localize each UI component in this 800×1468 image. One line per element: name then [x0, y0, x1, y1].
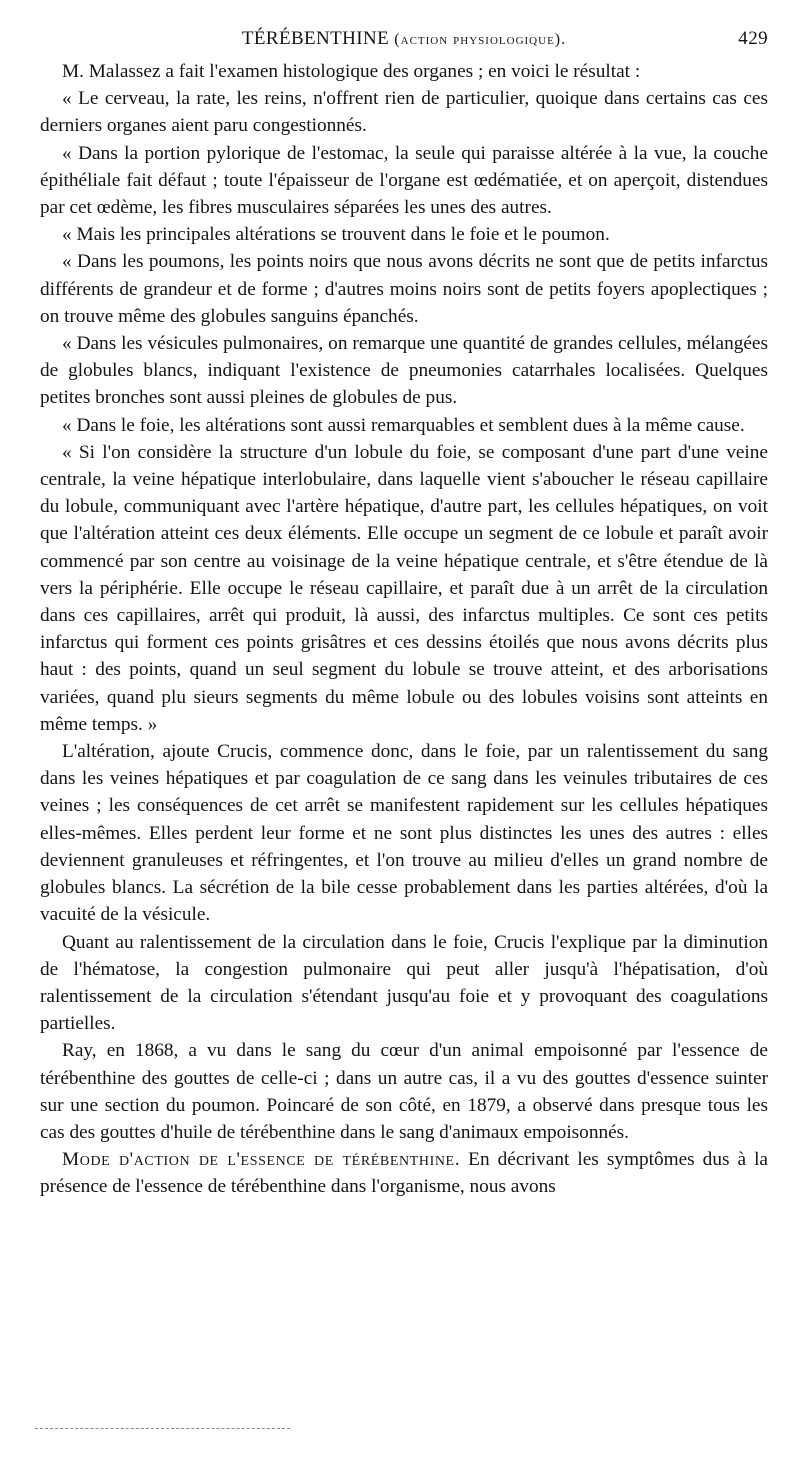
section-heading: Mode d'action de l'essence de térébenthine.: [62, 1149, 461, 1171]
document-page: [40, 28, 768, 1201]
page-number: 429: [738, 28, 768, 49]
paragraph: Ray, en 1868, a vu dans le sang du cœur d'un animal empoisonné par l'essence de térébenthine des gouttes de celle-ci ; dans un autre cas, il a vu des gouttes d'essence suinter sur une section du poumon. Poincaré de son côté, en 1879, a observé dans presque tous les cas des gouttes d'huile de térébenthine dans le sang d'animaux empoisonnés.: [40, 1040, 768, 1143]
footnote-rule: [35, 1428, 290, 1429]
paragraph: « Dans la portion pylorique de l'estomac, la seule qui paraisse altérée à la vue, la couche épithéliale fait défaut ; toute l'épaisseur de l'organe est œdématiée, et on aperçoit, distendues par cet œdème, les fibres musculaires séparées les unes des autres.: [40, 142, 768, 219]
paragraph: M. Malassez a fait l'examen histologique des organes ; en voici le résultat :: [62, 61, 641, 82]
running-title-main: TÉRÉBENTHINE: [241, 28, 390, 49]
running-head: [40, 28, 768, 58]
paragraph: « Dans les vésicules pulmonaires, on remarque une quantité de grandes cellules, mélangées de globules blancs, indiquant l'existence de pneumonies catarrhales localisées. Quelques petites bronches sont aussi pleines de globules de pus.: [40, 333, 768, 409]
section-paragraph: [40, 1146, 768, 1200]
paragraph: « Si l'on considère la structure d'un lobule du foie, se composant d'une part d'une veine centrale, la veine hépatique interlobulaire, dans laquelle vient s'aboucher le réseau capillaire du lobule, communiquant avec l'artère hépatique, d'autre part, les cellules hépatiques, on voit que l'altération atteint ces deux éléments. Elle occupe un segment de ce lobule et paraît avoir commencé par son centre au voisinage de la veine hépatique centrale, et s'être étendue de là vers la périphérie. Elle occupe le réseau capillaire, et paraît due à un arrêt de la circulation dans ces capillaires, arrêt qui produit, là aussi, des infarctus multiples. Ce sont ces petits infarctus qui forment ces points grisâtres et ces dessins étoilés que nous avons décrits plus haut : des points, quand un seul segment du lobule se trouve atteint, et des arborisations variées, quand plu sieurs segments du même lobule ou des lobules voisins sont atteints en même temps. »: [40, 441, 768, 735]
paragraph: L'altération, ajoute Crucis, commence donc, dans le foie, par un ralentissement du sang dans les veines hépatiques et par coagulation de ce sang dans les veinules tributaires de ces veines ; les conséquences de cet arrêt se manifestent rapidement sur les cellules hépatiques elles-mêmes. Elles perdent leur forme et ne sont plus distinctes les unes des autres : elles deviennent granuleuses et réfringentes, et l'on trouve au milieu d'elles un grand nombre de globules blancs. La sécrétion de la bile cesse probablement dans les parties altérées, d'où la vacuité de la vésicule.: [40, 741, 768, 926]
paragraph: Quant au ralentissement de la circulation dans le foie, Crucis l'explique par la diminution de l'hématose, la congestion pulmonaire qui peut aller jusqu'à l'hépatisation, d'où ralentissement de la circulation s'étendant jusqu'au foie et y provoquant des coagulations partielles.: [40, 931, 768, 1035]
running-title-sub: (action physiologique).: [394, 31, 567, 48]
paragraph: « Dans le foie, les altérations sont aussi remarquables et semblent dues à la même cause.: [62, 414, 745, 436]
section-text: En décrivant les symptômes dus à la présence de l'essence de térébenthine dans l'organisme, nous avons: [40, 1149, 768, 1198]
paragraph: « Mais les principales altérations se trouvent dans le foie et le poumon.: [62, 224, 610, 246]
paragraph: « Le cerveau, la rate, les reins, n'offrent rien de particulier, quoique dans certains cas ces derniers organes aient paru congestionnés.: [40, 88, 768, 137]
running-title: [40, 28, 768, 50]
paragraph: « Dans les poumons, les points noirs que nous avons décrits ne sont que de petits infarctus différents de grandeur et de forme ; d'autres moins noirs sont de petits foyers apoplectiques ; on trouve même des globules sanguins épanchés.: [40, 251, 768, 327]
body-text: [40, 58, 768, 1201]
